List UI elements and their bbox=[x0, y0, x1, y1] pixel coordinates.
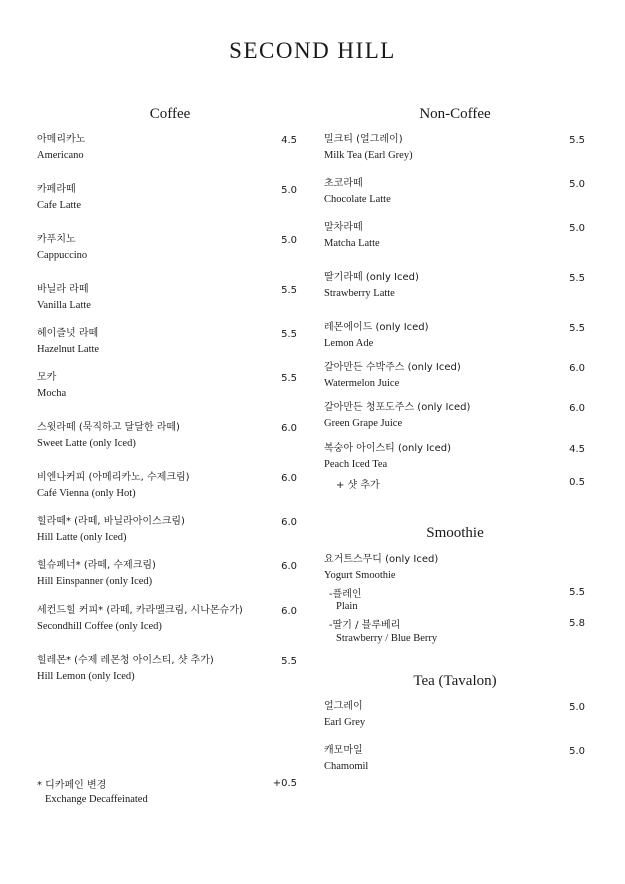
tea-item-earl-grey bbox=[324, 700, 365, 730]
smoothie-option-berry: -딸기 / 블루베리 bbox=[329, 620, 401, 631]
item-price: 5.0 bbox=[281, 235, 297, 246]
smoothie-berry-price: 5.8 bbox=[569, 618, 585, 629]
item-price: 6.0 bbox=[569, 363, 585, 374]
item-name-en: Matcha Latte bbox=[324, 238, 380, 249]
item-name-en: Milk Tea (Earl Grey) bbox=[324, 150, 413, 161]
item-name-ko: 세컨드힐 커피* (라떼, 카라멜크림, 시나몬슈가) bbox=[37, 605, 243, 616]
item-price: 5.5 bbox=[281, 329, 297, 340]
item-price: 6.0 bbox=[281, 517, 297, 528]
item-name-en: Americano bbox=[37, 150, 84, 161]
item-name-en: Chocolate Latte bbox=[324, 194, 391, 205]
item-name-ko: 힐슈페너* (라떼, 수제크림) bbox=[37, 560, 156, 571]
decaf-price: +0.5 bbox=[272, 778, 297, 789]
item-name-ko: 바닐라 라떼 bbox=[37, 284, 89, 295]
coffee-item-secondhill-coffee bbox=[37, 604, 243, 634]
smoothie-heading: Smoothie bbox=[426, 525, 484, 541]
item-price: 4.5 bbox=[569, 444, 585, 455]
item-name-ko: 스윗라떼 (묵직하고 달달한 라떼) bbox=[37, 422, 180, 433]
item-name-ko: 갈아만든 청포도주스 (only Iced) bbox=[324, 402, 471, 413]
coffee-item-cafe-latte bbox=[37, 183, 81, 213]
noncoffee-item-peach-iced-tea bbox=[324, 442, 451, 472]
coffee-item-cafe-vienna bbox=[37, 471, 190, 501]
coffee-item-americano bbox=[37, 133, 85, 163]
item-name-ko: 캐모마일 bbox=[324, 745, 363, 756]
shot-addon-price: 0.5 bbox=[569, 477, 585, 488]
item-name-ko: 힐레몬* (수제 레몬청 아이스티, 샷 추가) bbox=[37, 655, 214, 666]
item-name-en: Watermelon Juice bbox=[324, 378, 400, 389]
coffee-item-vanilla-latte bbox=[37, 283, 91, 313]
noncoffee-item-strawberry-latte bbox=[324, 271, 419, 301]
coffee-item-hill-lemon bbox=[37, 654, 214, 684]
item-price: 5.0 bbox=[281, 185, 297, 196]
item-name-en: Hill Einspanner (only Iced) bbox=[37, 576, 153, 587]
tea-heading: Tea (Tavalon) bbox=[413, 673, 497, 689]
item-price: 5.5 bbox=[569, 323, 585, 334]
menu-title: SECOND HILL bbox=[229, 38, 396, 63]
coffee-item-hill-einspanner bbox=[37, 559, 156, 589]
item-name-ko: 아메리카노 bbox=[37, 134, 86, 145]
item-name-ko: 밀크티 (얼그레이) bbox=[324, 134, 403, 145]
item-name-en: Café Vienna (only Hot) bbox=[37, 488, 136, 499]
item-name-ko: 카페라떼 bbox=[37, 184, 76, 195]
item-name-ko: 갈아만든 수박주스 (only Iced) bbox=[324, 362, 461, 373]
item-price: 5.5 bbox=[569, 273, 585, 284]
item-price: 6.0 bbox=[281, 561, 297, 572]
item-price: 6.0 bbox=[281, 473, 297, 484]
item-name-ko: 모카 bbox=[37, 372, 57, 383]
item-name-ko: 레몬에이드 (only Iced) bbox=[324, 322, 429, 333]
noncoffee-item-chocolate-latte bbox=[324, 177, 391, 207]
smoothie-item-yogurt bbox=[324, 553, 438, 583]
item-name-ko: 힐라떼* (라떼, 바닐라아이스크림) bbox=[37, 516, 185, 527]
coffee-item-hill-latte bbox=[37, 515, 185, 545]
noncoffee-item-matcha-latte bbox=[324, 221, 380, 251]
item-name-ko: 딸기라떼 (only Iced) bbox=[324, 272, 419, 283]
noncoffee-item-milk-tea bbox=[324, 133, 413, 163]
noncoffee-item-watermelon-juice bbox=[324, 361, 461, 391]
coffee-item-hazelnut-latte bbox=[37, 327, 99, 357]
item-price: 5.5 bbox=[569, 135, 585, 146]
noncoffee-item-green-grape-juice bbox=[324, 401, 470, 431]
item-price: 4.5 bbox=[281, 135, 297, 146]
decaf-note-en: Exchange Decaffeinated bbox=[45, 794, 148, 805]
item-price: 5.0 bbox=[569, 179, 585, 190]
item-name-ko: 얼그레이 bbox=[324, 701, 363, 712]
smoothie-plain-price: 5.5 bbox=[569, 587, 585, 598]
decaf-note: * 디카페인 변경 bbox=[37, 780, 107, 791]
item-name-en: Cafe Latte bbox=[37, 200, 82, 211]
coffee-item-mocha bbox=[37, 371, 66, 401]
coffee-item-sweet-latte bbox=[37, 421, 180, 451]
item-price: 5.5 bbox=[281, 285, 297, 296]
item-name-en: Sweet Latte (only Iced) bbox=[37, 438, 136, 449]
smoothie-option-plain: -플레인 bbox=[329, 589, 362, 600]
item-price: 6.0 bbox=[569, 403, 585, 414]
item-name-en: Green Grape Juice bbox=[324, 418, 403, 429]
item-name-en: Peach Iced Tea bbox=[324, 459, 388, 470]
item-name-ko: 헤이즐넛 라떼 bbox=[37, 328, 99, 339]
coffee-heading: Coffee bbox=[149, 106, 191, 122]
item-name-en: Hill Lemon (only Iced) bbox=[37, 671, 135, 682]
item-name-ko: 비엔나커피 (아메리카노, 수제크림) bbox=[37, 472, 190, 483]
item-price: 5.5 bbox=[281, 656, 297, 667]
tea-item-chamomile bbox=[324, 744, 368, 774]
item-price: 6.0 bbox=[281, 606, 297, 617]
smoothie-option-plain-en: Plain bbox=[336, 601, 358, 612]
item-name-en: Hill Latte (only Iced) bbox=[37, 532, 127, 543]
item-name-en: Yogurt Smoothie bbox=[324, 570, 396, 581]
item-name-en: Secondhill Coffee (only Iced) bbox=[37, 621, 162, 632]
item-name-en: Mocha bbox=[37, 388, 67, 399]
item-name-en: Hazelnut Latte bbox=[37, 344, 100, 355]
coffee-item-cappuccino bbox=[37, 233, 87, 263]
item-price: 6.0 bbox=[281, 423, 297, 434]
item-name-en: Strawberry Latte bbox=[324, 288, 395, 299]
item-name-ko: 말차라떼 bbox=[324, 222, 363, 233]
item-price: 5.0 bbox=[569, 746, 585, 757]
item-name-en: Lemon Ade bbox=[324, 338, 374, 349]
item-price: 5.0 bbox=[569, 223, 585, 234]
item-name-ko: 카푸치노 bbox=[37, 234, 76, 245]
item-price: 5.5 bbox=[281, 373, 297, 384]
item-name-ko: 요거트스무디 (only Iced) bbox=[324, 554, 439, 565]
item-name-ko: 초코라떼 bbox=[324, 178, 363, 189]
item-name-en: Earl Grey bbox=[324, 717, 366, 728]
item-name-ko: 복숭아 아이스티 (only Iced) bbox=[324, 443, 452, 454]
smoothie-option-berry-en: Strawberry / Blue Berry bbox=[336, 633, 438, 644]
item-name-en: Cappuccino bbox=[37, 250, 88, 261]
noncoffee-heading: Non-Coffee bbox=[419, 106, 491, 122]
shot-addon: + 샷 추가 bbox=[336, 480, 380, 491]
noncoffee-item-lemon-ade bbox=[324, 321, 429, 351]
item-price: 5.0 bbox=[569, 702, 585, 713]
item-name-en: Vanilla Latte bbox=[37, 300, 91, 311]
item-name-en: Chamomil bbox=[324, 761, 369, 772]
